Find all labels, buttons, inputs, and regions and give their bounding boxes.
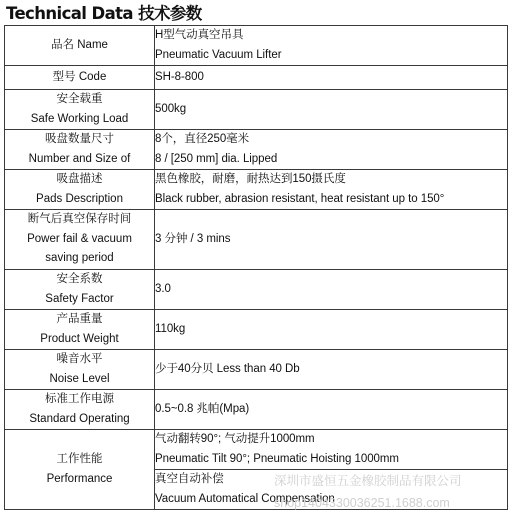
- table-row: [5, 66, 508, 90]
- table-row: [5, 130, 508, 170]
- label-en: Noise Level: [49, 372, 110, 385]
- table-row: [5, 350, 508, 390]
- value-line: Pneumatic Tilt 90°; Pneumatic Hoisting 1000mm: [155, 452, 399, 465]
- table-row: [5, 390, 508, 430]
- spec-label: [5, 130, 155, 170]
- spec-value: [155, 390, 508, 430]
- value-line: Pneumatic Vacuum Lifter: [155, 48, 282, 61]
- label-en: Safe Working Load: [30, 112, 129, 125]
- value-line: 真空自动补偿: [155, 473, 224, 485]
- label-en: Pads Description: [36, 192, 123, 205]
- table-row: [5, 210, 508, 270]
- table-row: [5, 270, 508, 310]
- spec-label: [5, 170, 155, 210]
- label-cn: 噪音水平: [56, 353, 103, 365]
- watermark-line: 深圳市盛恒五金橡胶制品有限公司: [274, 474, 462, 488]
- value-line: 气动翻转90°; 气动提升1000mm: [155, 433, 315, 445]
- spec-label: [5, 390, 155, 430]
- spec-label: [5, 430, 155, 510]
- label-en: Number and Size of: [28, 152, 131, 165]
- table-row: [5, 430, 508, 470]
- value-line: Black rubber, abrasion resistant, heat resistant up to 150°: [155, 192, 445, 205]
- value-line: 0.5~0.8 兆帕(Mpa): [155, 402, 250, 415]
- spec-value: [155, 310, 508, 350]
- spec-label: [5, 210, 155, 270]
- label-en: Product Weight: [40, 332, 119, 345]
- value-line: 3 分钟 / 3 mins: [155, 232, 231, 245]
- label-cn: 标准工作电源: [45, 393, 114, 405]
- label-cn: 品名 Name: [51, 38, 108, 51]
- spec-value: [155, 90, 508, 130]
- value-line: 8个，直径250毫米: [155, 133, 250, 145]
- spec-value: [155, 470, 508, 510]
- spec-value: [155, 210, 508, 270]
- value-line: Vacuum Automatical Compensation: [155, 492, 335, 505]
- value-line: 8 / [250 mm] dia. Lipped: [155, 152, 278, 165]
- spec-value: [155, 430, 508, 470]
- spec-label: [5, 310, 155, 350]
- label-cn: 吸盘数量尺寸: [45, 133, 114, 145]
- value-line: 少于40分贝 Less than 40 Db: [155, 362, 300, 375]
- spec-label: [5, 26, 155, 66]
- label-en: Power fail & vacuum: [27, 232, 132, 245]
- spec-label: [5, 66, 155, 90]
- value-line: 500kg: [155, 102, 187, 115]
- spec-value: [155, 170, 508, 210]
- spec-value: [155, 130, 508, 170]
- label-cn: 产品重量: [56, 313, 103, 325]
- label-cn: 安全系数: [56, 273, 103, 285]
- table-row: [5, 26, 508, 66]
- spec-label: [5, 90, 155, 130]
- spec-value: [155, 66, 508, 90]
- page-title: Technical Data 技术参数: [6, 4, 202, 23]
- value-line: 黑色橡胶，耐磨，耐热达到150摄氏度: [155, 173, 346, 185]
- spec-value: [155, 26, 508, 66]
- table-row: [5, 170, 508, 210]
- value-line: H型气动真空吊具: [155, 29, 244, 41]
- label-cn: 吸盘描述: [56, 173, 103, 185]
- label-en: Safety Factor: [45, 292, 114, 305]
- table-row: [5, 310, 508, 350]
- spec-value: [155, 350, 508, 390]
- label-cn: 工作性能: [56, 453, 103, 465]
- technical-data-table: [4, 25, 508, 510]
- value-line: 110kg: [155, 322, 186, 335]
- table-row: [5, 90, 508, 130]
- value-line: SH-8-800: [155, 70, 204, 83]
- spec-value: [155, 270, 508, 310]
- value-line: 3.0: [155, 282, 171, 295]
- label-en: Standard Operating: [29, 412, 130, 425]
- spec-label: [5, 270, 155, 310]
- label-cn: 断气后真空保存时间: [27, 213, 132, 226]
- label-en: Performance: [46, 472, 113, 485]
- label-cn: 型号 Code: [52, 70, 107, 83]
- label-en: saving period: [45, 252, 114, 265]
- label-cn: 安全载重: [56, 93, 103, 105]
- watermark-line: shop1404330036251.1688.com: [274, 496, 450, 510]
- spec-label: [5, 350, 155, 390]
